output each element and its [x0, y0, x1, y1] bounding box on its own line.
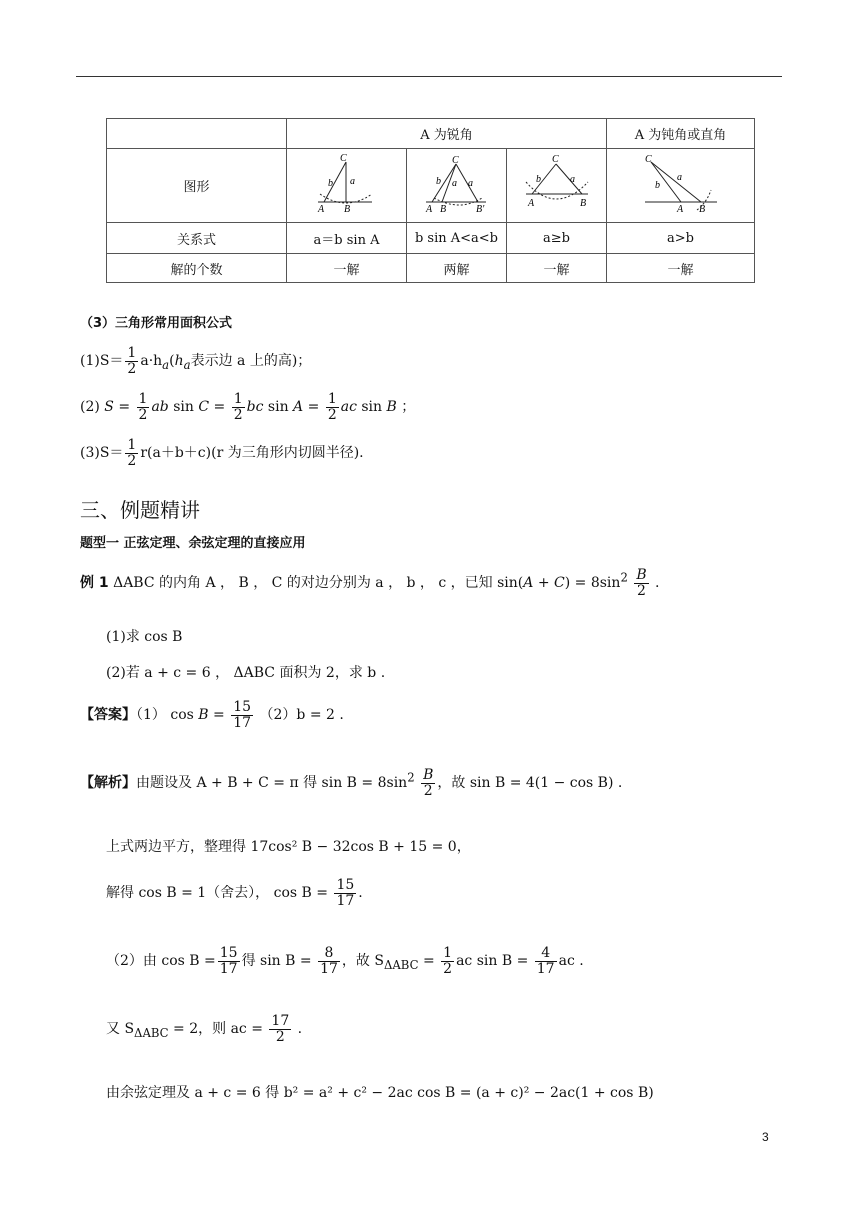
area-formula-3: (3)S＝ $\frac{1}{2}$ r(a＋b＋c)(r 为三角形内切圆半径).	[80, 437, 364, 469]
svg-text:b: b	[654, 179, 660, 191]
count-2: 两解	[407, 254, 507, 283]
relation-3: a≥b	[507, 223, 607, 254]
analysis-line-5: 又 $S_{\Delta ABC} = 2$，则 ac = $\frac{17}{2}$ .	[106, 1013, 303, 1045]
svg-text:a: a	[451, 177, 457, 189]
svg-text:b: b	[327, 177, 333, 189]
area-formula-2: (2) S = $\frac{1}{2}$ ab sin C = $\frac{1}{2}$ bc sin A = $\frac{1}{2}$ ac sin B ；	[80, 391, 416, 423]
svg-text:B: B	[439, 203, 446, 214]
svg-text:a: a	[349, 175, 355, 187]
count-3: 一解	[507, 254, 607, 283]
svg-text:A: A	[317, 203, 324, 214]
figure-two-solutions	[407, 149, 507, 223]
section3-title: （3）三角形常用面积公式	[80, 316, 233, 331]
svg-text:C: C	[551, 153, 559, 165]
example-question-1: (1)求 cos B	[106, 629, 183, 645]
svg-text:a: a	[467, 177, 473, 189]
svg-text:b: b	[435, 175, 441, 187]
count-1: 一解	[287, 254, 407, 283]
row-label-figure: 图形	[107, 149, 287, 223]
type1-title: 题型一 正弦定理、余弦定理的直接应用	[80, 536, 306, 551]
relation-2: b sin A<a<b	[407, 223, 507, 254]
header-obtuse: A 为钝角或直角	[607, 119, 755, 149]
svg-text:B: B	[343, 203, 350, 214]
area-formula-1: (1)S＝ $\frac{1}{2}$ $a\cdot h_a(h_a$表示边 a 上的高)；	[80, 345, 312, 377]
page-number: 3	[762, 1130, 769, 1144]
svg-text:B': B'	[475, 203, 484, 214]
analysis-line-1: 【解析】由题设及 A + B + C = π 得 $\sin B = 8\sin^2$ $\frac{B}{2}$ ，故 sin B = 4(1 − cos B) .	[80, 767, 623, 799]
section-heading: 三、例题精讲	[80, 498, 200, 522]
svg-text:C: C	[644, 153, 652, 165]
figure-one-solution-a-ge-b	[507, 149, 607, 223]
svg-text:a: a	[569, 173, 575, 185]
example-question-2: (2)若 a + c = 6 ， ΔABC 面积为 2，求 b .	[106, 665, 386, 681]
answer-line: 【答案】（1） cos B = $\frac{15}{17}$ （2）b = 2 .	[80, 699, 344, 731]
svg-text:B: B	[698, 203, 705, 214]
count-4: 一解	[607, 254, 755, 283]
example-1-statement: 例 1 ΔABC 的内角 A ， B ， C 的对边分别为 a ， b ， c ，已知 $\sin(A + C) = 8\sin^2$ $\frac{B}{2}$ .	[80, 567, 660, 599]
analysis-line-6: 由余弦定理及 a + c = 6 得 b² = a² + c² − 2ac cos B = (a + c)² − 2ac(1 + cos B)	[106, 1085, 654, 1101]
svg-text:B: B	[579, 197, 586, 209]
header-rule	[76, 76, 782, 77]
row-label-count: 解的个数	[107, 254, 287, 283]
analysis-line-2: 上式两边平方，整理得 17cos² B − 32cos B + 15 = 0，	[106, 839, 471, 855]
svg-text:A: A	[527, 197, 534, 209]
svg-text:C: C	[339, 153, 347, 164]
figure-one-solution-right	[287, 149, 407, 223]
solution-count-table	[106, 118, 755, 283]
analysis-line-3: 解得 cos B = 1（舍去）， cos B = $\frac{15}{17}$ .	[106, 877, 363, 909]
relation-4: a>b	[607, 223, 755, 254]
svg-text:a: a	[676, 171, 682, 183]
header-acute: A 为锐角	[287, 119, 607, 149]
row-label-relation: 关系式	[107, 223, 287, 254]
analysis-line-4: （2）由 cos B = $\frac{15}{17}$ 得 sin B = $\frac{8}{17}$ ，故 $S_{\Delta ABC}$ = $\frac{1}{2}$ ac sin B = $\frac{4}{17}$ ac .	[106, 945, 584, 977]
svg-text:A: A	[425, 203, 432, 214]
svg-text:b: b	[535, 173, 541, 185]
relation-1: a＝b sin A	[287, 223, 407, 254]
svg-text:C: C	[451, 154, 459, 166]
table-corner-cell	[107, 119, 287, 149]
svg-text:A: A	[676, 203, 683, 214]
figure-obtuse	[607, 149, 755, 223]
